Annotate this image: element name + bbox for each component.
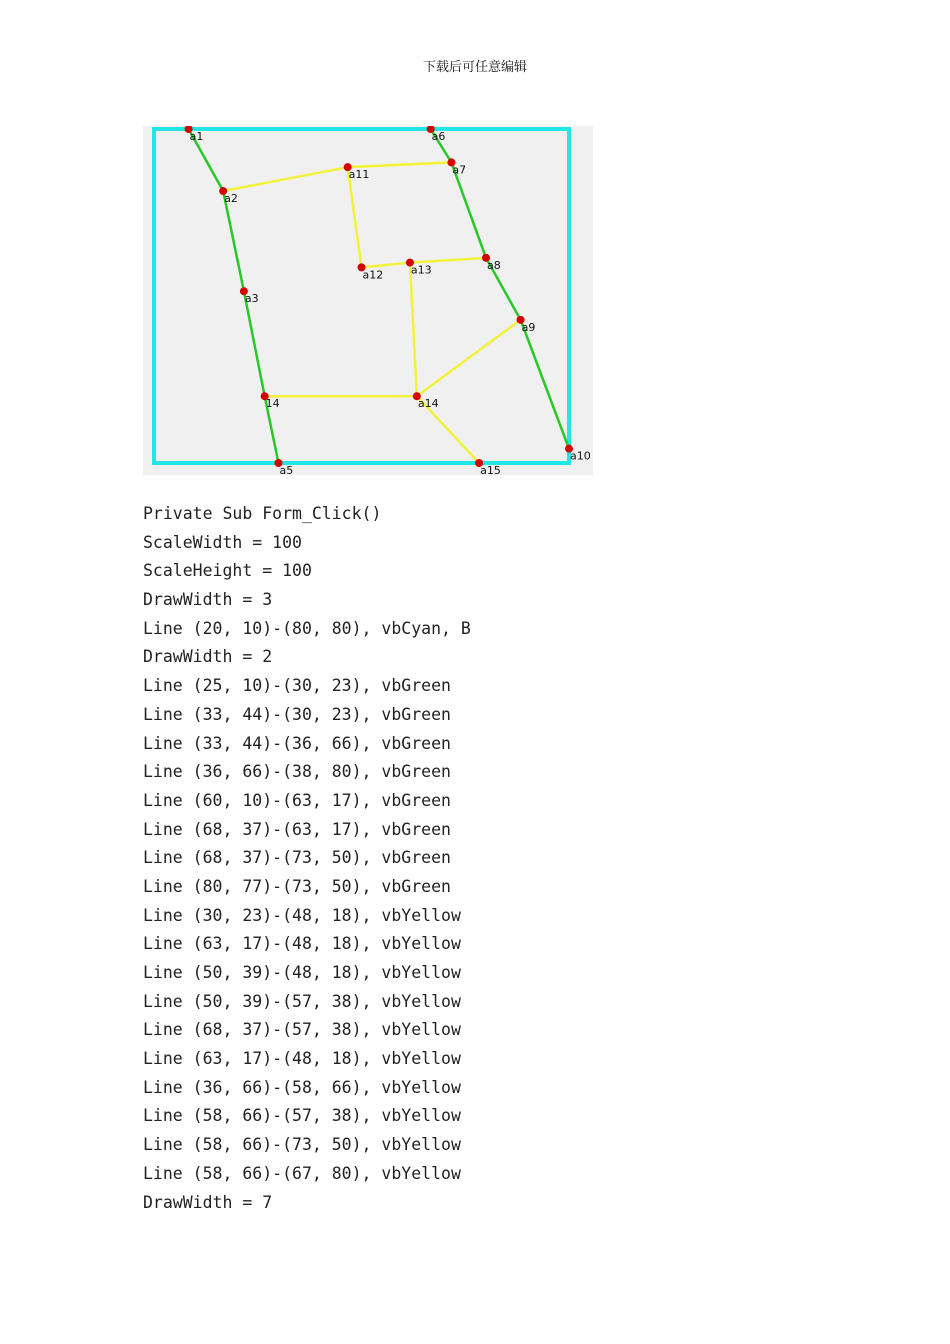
point-label: a11 — [348, 168, 370, 182]
point-label: a2 — [224, 192, 238, 206]
code-line: Line (60, 10)-(63, 17), vbGreen — [143, 790, 451, 810]
point-label: a7 — [452, 163, 467, 177]
code-line: DrawWidth = 2 — [143, 647, 273, 667]
point-label: a15 — [480, 464, 501, 475]
code-line: Line (80, 77)-(73, 50), vbGreen — [143, 876, 451, 896]
point-label: a8 — [487, 258, 501, 272]
point-label: a5 — [279, 464, 294, 475]
drawing-canvas — [143, 126, 593, 475]
code-line: Line (36, 66)-(58, 66), vbYellow — [143, 1077, 461, 1097]
green-line — [521, 320, 569, 449]
point-label: a14 — [417, 397, 439, 411]
point-label: a1 — [189, 130, 204, 143]
yellow-line — [348, 167, 362, 267]
yellow-line — [410, 263, 417, 397]
point-label: a13 — [410, 263, 432, 277]
code-line: Line (58, 66)-(67, 80), vbYellow — [143, 1163, 461, 1183]
point-label: a10 — [570, 449, 591, 463]
code-line: Line (63, 17)-(48, 18), vbYellow — [143, 1049, 461, 1069]
point-label: 14 — [265, 397, 280, 411]
code-line: Line (50, 39)-(57, 38), vbYellow — [143, 991, 461, 1011]
code-line: Line (68, 37)-(57, 38), vbYellow — [143, 1020, 461, 1040]
point-label: a12 — [362, 268, 384, 282]
code-line: Line (63, 17)-(48, 18), vbYellow — [143, 934, 461, 954]
code-line: Line (68, 37)-(63, 17), vbGreen — [143, 819, 451, 839]
code-line: Line (68, 37)-(73, 50), vbGreen — [143, 848, 451, 868]
yellow-line — [417, 320, 521, 396]
point-label: a6 — [431, 130, 446, 143]
code-line: DrawWidth = 3 — [143, 590, 273, 610]
code-line: Line (50, 39)-(48, 18), vbYellow — [143, 963, 461, 982]
code-listing — [143, 500, 471, 1217]
green-line — [244, 291, 265, 396]
code-line: Line (25, 10)-(30, 23), vbGreen — [143, 676, 451, 696]
code-line: Line (58, 66)-(57, 38), vbYellow — [143, 1106, 461, 1126]
code-line: Private Sub Form_Click() — [143, 504, 382, 523]
yellow-line — [223, 167, 348, 191]
code-line: Line (33, 44)-(30, 23), vbGreen — [143, 704, 451, 724]
point-label: a3 — [244, 292, 259, 306]
code-line: Line (58, 66)-(73, 50), vbYellow — [143, 1135, 461, 1155]
point-label: a9 — [521, 320, 536, 334]
page-header: 下载后可任意编辑 — [422, 60, 527, 75]
yellow-line — [362, 263, 410, 268]
code-line: Line (20, 10)-(80, 80), vbCyan, B — [143, 618, 471, 638]
code-line: Line (33, 44)-(36, 66), vbGreen — [143, 733, 451, 753]
code-line: Line (36, 66)-(38, 80), vbGreen — [143, 762, 451, 782]
code-line: ScaleHeight = 100 — [143, 561, 312, 581]
yellow-line — [410, 258, 486, 263]
code-line: Line (30, 23)-(48, 18), vbYellow — [143, 905, 461, 925]
yellow-line — [348, 162, 452, 167]
code-line: ScaleWidth = 100 — [143, 532, 302, 552]
green-line — [451, 162, 486, 257]
vb-drawing-figure — [143, 126, 593, 475]
green-line — [223, 191, 244, 291]
code-line: DrawWidth = 7 — [143, 1192, 273, 1212]
